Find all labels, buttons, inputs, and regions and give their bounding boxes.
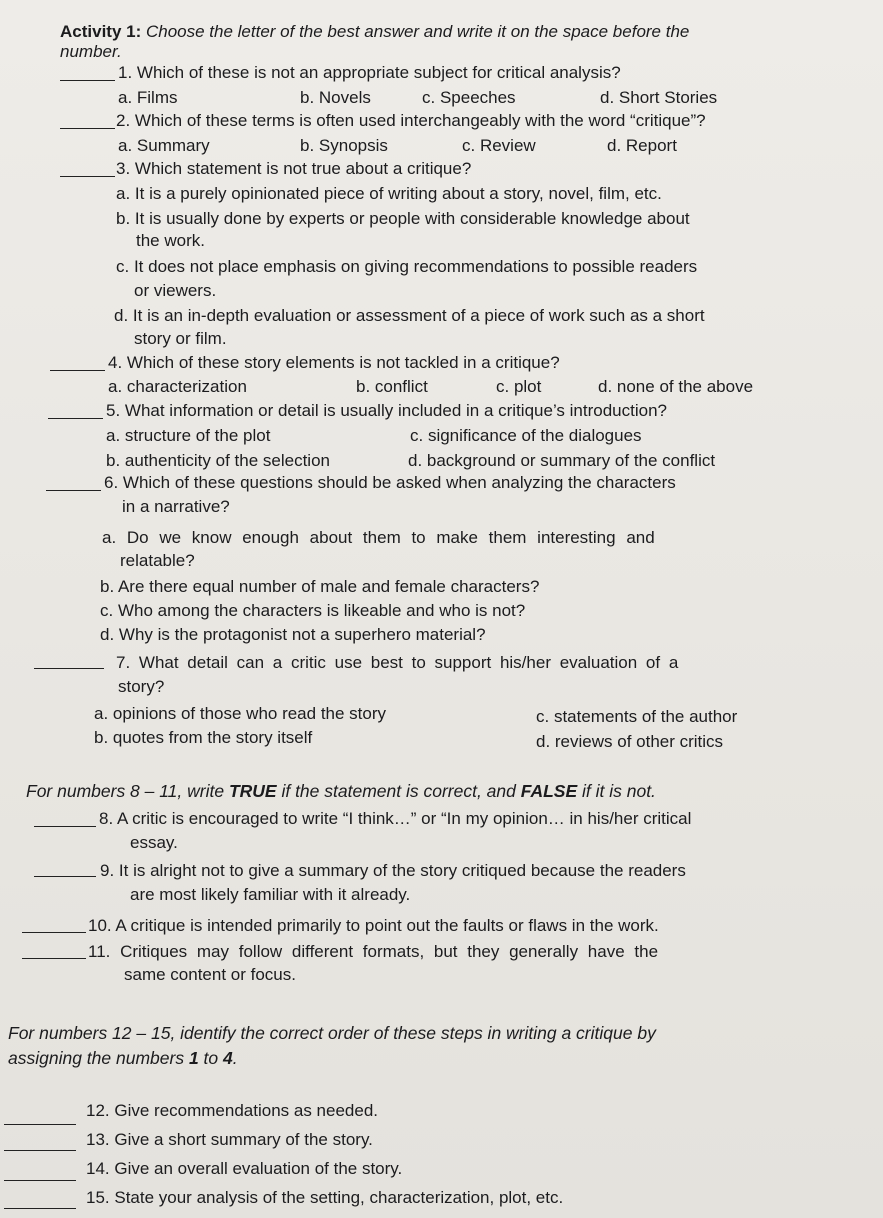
activity-heading — [60, 21, 689, 43]
q6-option-b: b. Are there equal number of male and female characters? — [100, 577, 540, 596]
question-1: 1. Which of these is not an appropriate subject for critical analysis? — [118, 63, 621, 82]
q2-option-d: d. Report — [607, 136, 677, 155]
item-8-cont: essay. — [130, 833, 178, 852]
answer-blank-12[interactable] — [4, 1124, 76, 1125]
q3-option-c: c. It does not place emphasis on giving recommendations to possible readers — [116, 257, 698, 276]
q7-option-b: b. quotes from the story itself — [94, 728, 313, 747]
item-10: 10. A critique is intended primarily to point out the faults or flaws in the work. — [88, 916, 659, 935]
answer-blank-9[interactable] — [34, 876, 96, 877]
activity-instruction-cont: number. — [60, 42, 122, 61]
answer-blank-15[interactable] — [4, 1208, 76, 1209]
step-12: 12. Give recommendations as needed. — [86, 1101, 379, 1120]
question-4: 4. Which of these story elements is not tackled in a critique? — [108, 353, 560, 372]
q3-option-b-cont: the work. — [136, 231, 205, 250]
step-14: 14. Give an overall evaluation of the story. — [86, 1159, 403, 1178]
item-8: 8. A critic is encouraged to write “I think…” or “In my opinion… in his/her critical — [99, 809, 692, 828]
step-15: 15. State your analysis of the setting, characterization, plot, etc. — [86, 1188, 564, 1207]
item-9: 9. It is alright not to give a summary of the story critiqued because the readers — [100, 861, 686, 880]
item-11: 11. Critiques may follow different formats, but they generally have the — [88, 942, 659, 961]
q5-option-d: d. background or summary of the conflict — [408, 451, 716, 470]
activity-title: Activity 1: — [60, 22, 142, 41]
answer-blank-4[interactable] — [50, 370, 105, 371]
item-9-cont: are most likely familiar with it already. — [130, 885, 411, 904]
q3-option-c-cont: or viewers. — [134, 281, 217, 300]
q1-option-c: c. Speeches — [422, 88, 516, 107]
answer-blank-7[interactable] — [34, 668, 104, 669]
q6-option-a: a. Do we know enough about them to make them interesting and — [102, 528, 655, 547]
question-3: 3. Which statement is not true about a critique? — [116, 159, 472, 178]
q6-option-a-cont: relatable? — [120, 551, 195, 570]
q1-option-b: b. Novels — [300, 88, 371, 107]
answer-blank-6[interactable] — [46, 490, 101, 491]
answer-blank-2[interactable] — [60, 128, 115, 129]
answer-blank-10[interactable] — [22, 932, 86, 933]
q2-option-a: a. Summary — [118, 136, 210, 155]
question-5: 5. What information or detail is usually included in a critique’s introduction? — [106, 401, 667, 420]
q6-option-d: d. Why is the protagonist not a superhero material? — [100, 625, 486, 644]
question-7-cont: story? — [118, 677, 165, 696]
q4-option-c: c. plot — [496, 377, 542, 396]
q7-option-a: a. opinions of those who read the story — [94, 704, 387, 723]
question-6: 6. Which of these questions should be asked when analyzing the characters — [104, 473, 676, 492]
q4-option-b: b. conflict — [356, 377, 428, 396]
q1-option-a: a. Films — [118, 88, 178, 107]
q3-option-d: d. It is an in-depth evaluation or assessment of a piece of work such as a short — [114, 306, 705, 325]
q7-option-d: d. reviews of other critics — [536, 732, 724, 751]
answer-blank-13[interactable] — [4, 1150, 76, 1151]
answer-blank-3[interactable] — [60, 176, 115, 177]
item-11-cont: same content or focus. — [124, 965, 296, 984]
q2-option-c: c. Review — [462, 136, 536, 155]
question-7: 7. What detail can a critic use best to support his/her evaluation of a — [116, 653, 679, 672]
step-13: 13. Give a short summary of the story. — [86, 1130, 373, 1149]
answer-blank-14[interactable] — [4, 1180, 76, 1181]
q3-option-d-cont: story or film. — [134, 329, 227, 348]
q6-option-c: c. Who among the characters is likeable and who is not? — [100, 601, 526, 620]
ordering-instructions-cont: assigning the numbers 1 to 4. — [8, 1048, 238, 1068]
activity-instruction: Choose the letter of the best answer and write it on the space before the — [145, 22, 690, 41]
q4-option-a: a. characterization — [108, 377, 247, 396]
q5-option-b: b. authenticity of the selection — [106, 451, 330, 470]
q5-option-c: c. significance of the dialogues — [410, 426, 642, 445]
answer-blank-1[interactable] — [60, 80, 115, 81]
q1-option-d: d. Short Stories — [600, 88, 718, 107]
q2-option-b: b. Synopsis — [300, 136, 388, 155]
q3-option-b: b. It is usually done by experts or people with considerable knowledge about — [116, 209, 690, 228]
question-6-cont: in a narrative? — [122, 497, 230, 516]
q4-option-d: d. none of the above — [598, 377, 754, 396]
q7-option-c: c. statements of the author — [536, 707, 738, 726]
ordering-instructions: For numbers 12 – 15, identify the correct order of these steps in writing a critique by — [8, 1023, 656, 1043]
answer-blank-11[interactable] — [22, 958, 86, 959]
q5-option-a: a. structure of the plot — [106, 426, 271, 445]
answer-blank-8[interactable] — [34, 826, 96, 827]
answer-blank-5[interactable] — [48, 418, 103, 419]
q3-option-a: a. It is a purely opinionated piece of writing about a story, novel, film, etc. — [116, 184, 662, 203]
question-2: 2. Which of these terms is often used interchangeably with the word “critique”? — [116, 111, 706, 130]
true-false-instructions: For numbers 8 – 11, write TRUE if the statement is correct, and FALSE if it is not. — [26, 781, 656, 801]
